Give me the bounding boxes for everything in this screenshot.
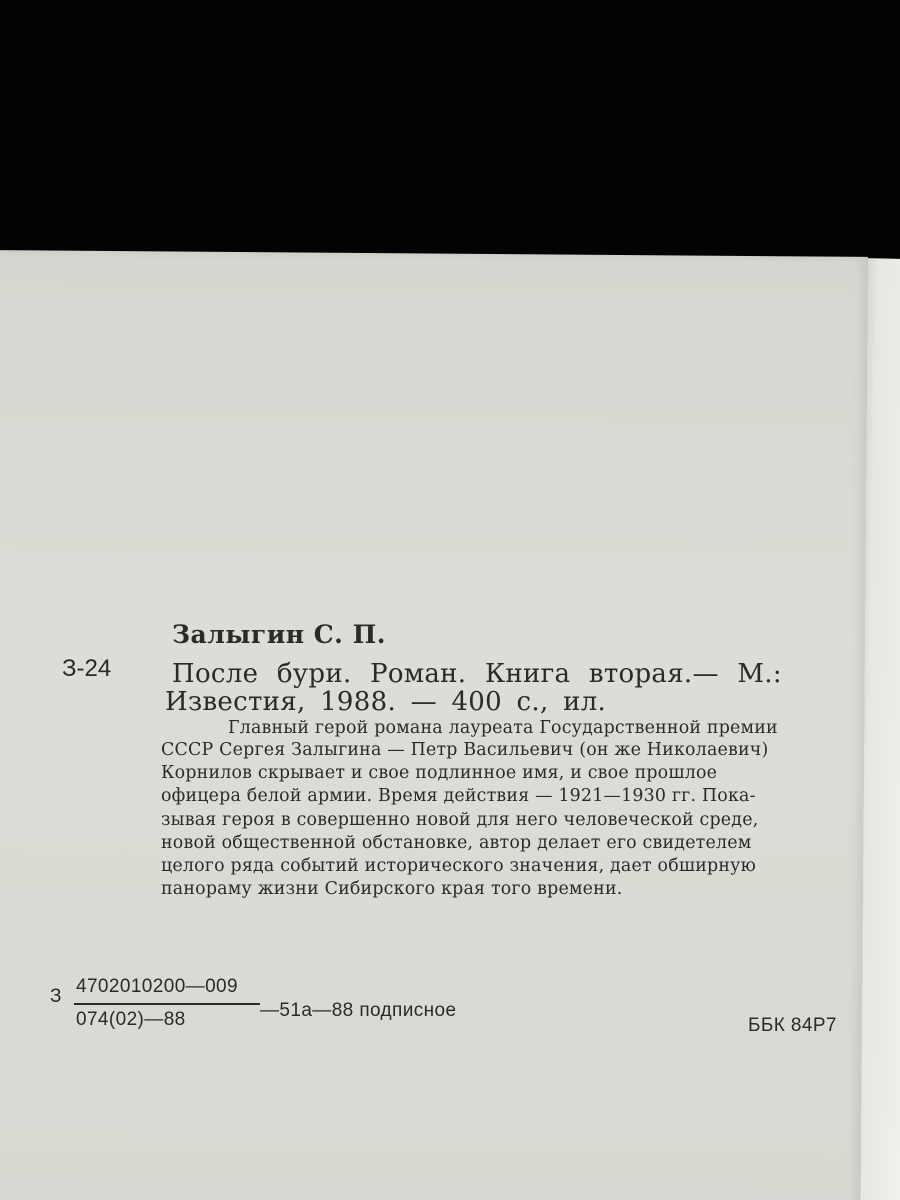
abstract-line: панораму жизни Сибирского края того времени.: [161, 879, 623, 899]
code-prefix: З: [50, 986, 62, 1007]
abstract-line: Корнилов скрывает и свое подлинное имя, и свое прошлое: [161, 763, 718, 783]
abstract-line: новой общественной обстановке, автор делает его свидетелем: [161, 833, 752, 853]
bbk-code: ББК 84Р7: [748, 1015, 837, 1036]
code-denominator: 074(02)—88: [76, 1009, 186, 1030]
code-numerator: 4702010200—009: [76, 976, 238, 997]
abstract-line: СССР Сергея Залыгина — Петр Васильевич (он же Николаевич): [161, 740, 769, 760]
abstract-line: Главный герой романа лауреата Государственной премии: [228, 718, 778, 738]
abstract-line: целого ряда событий исторического значения, дает обширную: [161, 856, 756, 876]
catalog-index: З-24: [62, 655, 112, 682]
fraction-divider: [74, 1003, 260, 1005]
title-line-2: Известия, 1988. — 400 с., ил.: [165, 687, 607, 717]
abstract-line: зывая героя в совершенно новой для него человеческой среде,: [161, 810, 759, 830]
title-line-1: После бури. Роман. Книга вторая.— М.:: [172, 659, 782, 689]
abstract-line: офицера белой армии. Время действия — 1921—1930 гг. Пока-: [161, 786, 756, 806]
author-name: Залыгин С. П.: [172, 620, 386, 649]
code-suffix: —51а—88 подписное: [260, 1000, 457, 1021]
